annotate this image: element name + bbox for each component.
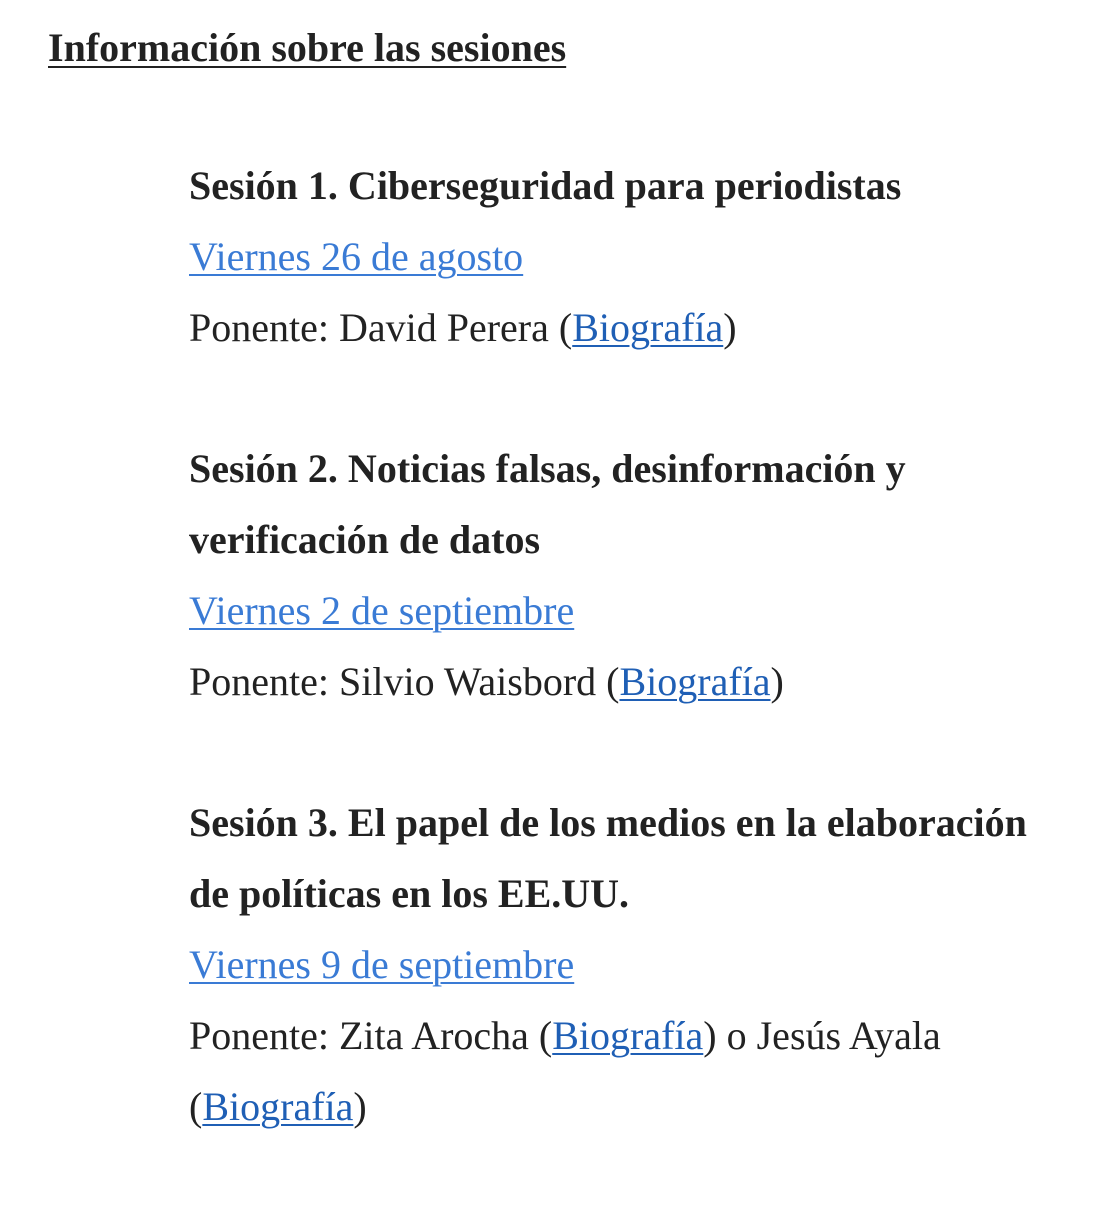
session-date-link[interactable]: Viernes 2 de septiembre (189, 588, 575, 633)
speaker-line (189, 646, 1069, 717)
session-list (189, 150, 1069, 1212)
speaker-line (189, 1000, 1069, 1142)
session-title: Sesión 1. Ciberseguridad para periodistas (189, 163, 902, 208)
speaker-text: Ponente: David Perera ( (189, 305, 573, 350)
speaker-text: Ponente: Silvio Waisbord ( (189, 659, 620, 704)
session-item (189, 787, 1069, 1142)
speaker-suffix: ) (770, 659, 784, 704)
session-title: Sesión 2. Noticias falsas, desinformación y verificación de datos (189, 446, 906, 562)
speaker-connector: ) o Jesús Ayala ( (189, 1013, 941, 1129)
biography-link-2[interactable]: Biografía (202, 1084, 354, 1129)
session-title: Sesión 3. El papel de los medios en la elaboración de políticas en los EE.UU. (189, 800, 1027, 916)
session-date-link[interactable]: Viernes 9 de septiembre (189, 942, 575, 987)
biography-link[interactable]: Biografía (552, 1013, 704, 1058)
session-item (189, 433, 1069, 717)
speaker-text: Ponente: Zita Arocha ( (189, 1013, 553, 1058)
biography-link[interactable]: Biografía (572, 305, 724, 350)
speaker-line (189, 292, 1069, 363)
speaker-suffix: ) (723, 305, 737, 350)
biography-link[interactable]: Biografía (619, 659, 771, 704)
speaker-suffix: ) (353, 1084, 367, 1129)
session-item (189, 150, 1069, 363)
page-title: Información sobre las sesiones (48, 25, 567, 70)
session-date-link[interactable]: Viernes 26 de agosto (189, 234, 524, 279)
